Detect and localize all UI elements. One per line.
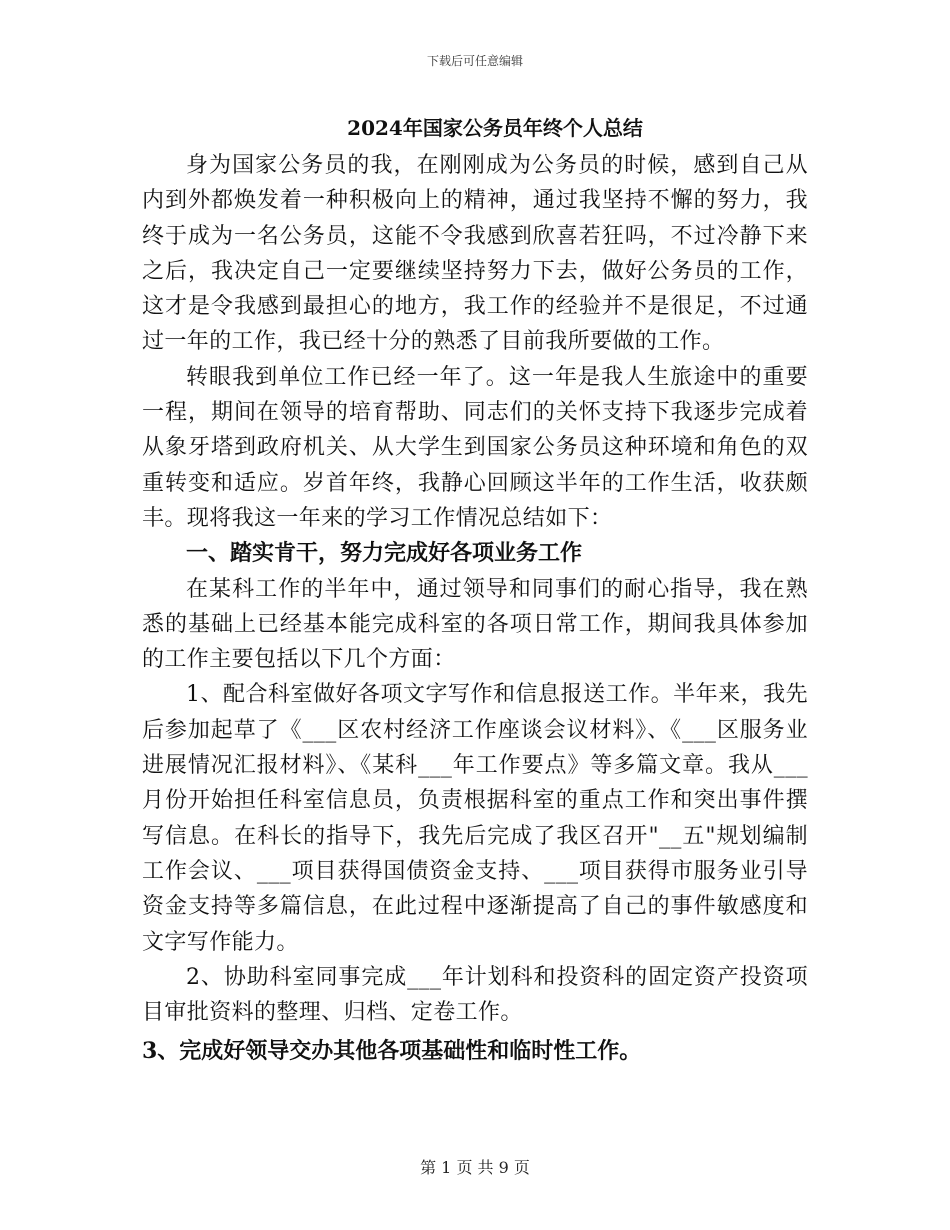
list-item-3-heading: 3、完成好领导交办其他各项基础性和临时性工作。 — [142, 1038, 642, 1065]
section1-intro: 在某科工作的半年中，通过领导和同事们的耐心指导，我在熟悉的基础上已经基本能完成科室的各项日常工作，期间我具体参加的工作主要包括以下几个方面： — [142, 576, 808, 673]
document-title: 2024年国家公务员年终个人总结 — [347, 116, 643, 140]
list-item-1: 1、配合科室做好各项文字写作和信息报送工作。半年来，我先后参加起草了《___区农村经济工作座谈会议材料》、《___区服务业进展情况汇报材料》、《某科___年工作要点》等多篇文章。我从___月份开始担任科室信息员，负责根据科室的重点工作和突出事件撰写信息。在科长的指导下，我先后完成了我区召开"__五"规划编制工作会议、___项目获得国债资金支持、___项目获得市服务业引导资金支持等多篇信息，在此过程中逐渐提高了自己的事件敏感度和文字写作能力。 — [142, 682, 808, 955]
document-body — [142, 108, 808, 1070]
list-item-2: 2、协助科室同事完成___年计划科和投资科的固定资产投资项目审批资料的整理、归档、定卷工作。 — [142, 964, 808, 1026]
paragraph-intro: 身为国家公务员的我，在刚刚成为公务员的时候，感到自己从内到外都焕发着一种积极向上的精神，通过我坚持不懈的努力，我终于成为一名公务员，这能不令我感到欣喜若狂吗，不过冷静下来之后，我决定自己一定要继续坚持努力下去，做好公务员的工作，这才是令我感到最担心的地方，我工作的经验并不是很足，不过通过一年的工作，我已经十分的熟悉了目前我所要做的工作。 — [142, 153, 808, 355]
paragraph-review: 转眼我到单位工作已经一年了。这一年是我人生旅途中的重要一程，期间在领导的培育帮助、同志们的关怀支持下我逐步完成着从象牙塔到政府机关、从大学生到国家公务员这种环境和角色的双重转变和适应。岁首年终，我静心回顾这半年的工作生活，收获颇丰。现将我这一年来的学习工作情况总结如下： — [142, 364, 808, 531]
page-footer: 第 1 页 共 9 页 — [420, 1158, 530, 1177]
page-header-note: 下载后可任意编辑 — [426, 54, 523, 68]
section-heading-1: 一、踏实肯干，努力完成好各项业务工作 — [186, 540, 583, 567]
